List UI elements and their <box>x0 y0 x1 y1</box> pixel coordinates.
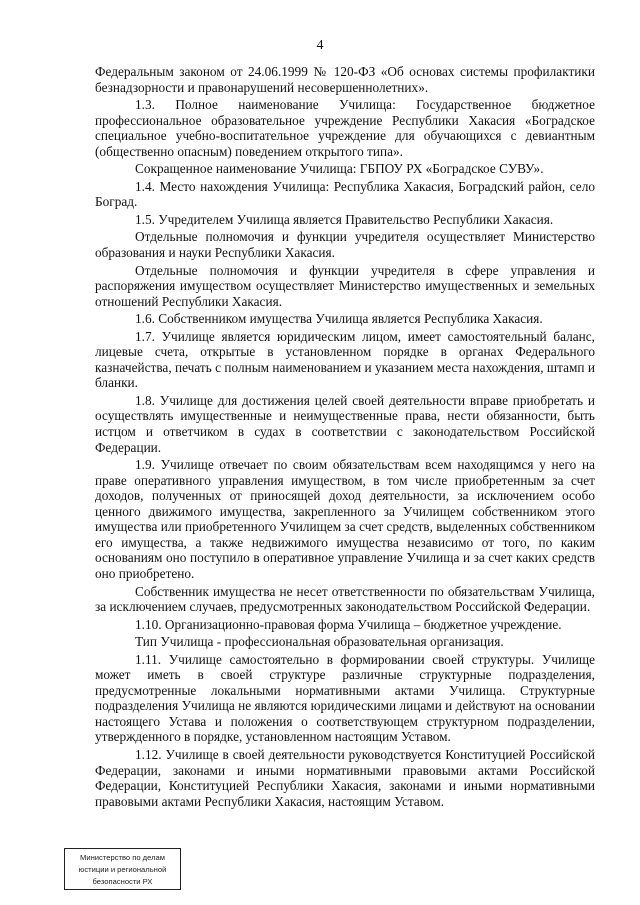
paragraph-1-7-legal-entity: 1.7. Училище является юридическим лицом, имеет самостоятельный баланс, лицевые счета, открытые в установленном порядке в органах Федерального казначейства, печать с полным наименованием и указанием места нахождения, штамп и бланки. <box>95 328 595 391</box>
paragraph-law-continuation: Федеральным законом от 24.06.1999 № 120-ФЗ «Об основах системы профилактики безнадзорности и правонарушений несовершеннолетних». <box>95 64 595 95</box>
paragraph-1-12-guidance: 1.12. Училище в своей деятельности руководствуется Конституцией Российской Федерации, законами и иными нормативными правовыми актами Российской Федерации, Конституцией Республики Хакасия, законами и иными нормативными правовыми актами Республики Хакасия, настоящим Уставом. <box>95 746 595 809</box>
paragraph-founder-functions-education: Отдельные полномочия и функции учредителя осуществляет Министерство образования и науки Республики Хакасия. <box>95 229 595 261</box>
paragraph-1-9-liability: 1.9. Училище отвечает по своим обязательствам всем находящимся у него на праве оперативного управления имуществом, в том числе приобретенным за счет доходов, полученных от приносящей доход деятельности, за исключением особо ценного движимого имущества, закрепленного за Училищем собственником этого имущества или приобретенного Училищем за счет средств, выделенных собственником его имущества, а также недвижимого имущества независимо от того, по каким основаниям оно поступило в оперативное управление Училища и за счет каких средств оно приобретено. <box>95 457 595 581</box>
page-number: 4 <box>316 38 324 53</box>
paragraph-1-4-location: 1.4. Место нахождения Училища: Республика Хакасия, Боградский район, село Боград. <box>95 178 595 210</box>
paragraph-1-8-rights: 1.8. Училище для достижения целей своей деятельности вправе приобретать и осуществлять имущественные и неимущественные права, нести обязанности, быть истцом и ответчиком в судах в соответствии с законодательством Российской Федерации. <box>95 392 595 455</box>
paragraph-short-name: Сокращенное наименование Училища: ГБПОУ РХ «Боградское СУВУ». <box>135 161 544 177</box>
paragraph-1-10-legal-form: 1.10. Организационно-правовая форма Училища – бюджетное учреждение. <box>135 616 562 632</box>
paragraph-owner-liability: Собственник имущества не несет ответственности по обязательствам Училища, за исключением случаев, предусмотренных законодательством Российской Федерации. <box>95 583 595 615</box>
stamp-line: Министерство по делам <box>80 853 165 862</box>
paragraph-1-11-structure: 1.11. Училище самостоятельно в формировании своей структуры. Училище может иметь в своей структуре различные структурные подразделения, предусмотренные локальными нормативными актами Училища. Структурные подразделения Училища не являются юридическими лицами и действуют на основании настоящего Устава и положения о соответствующем структурном подразделении, утвержденного в порядке, установленном настоящим Уставом. <box>95 651 595 745</box>
ministry-stamp <box>64 848 181 890</box>
stamp-line: безопасности РХ <box>92 877 153 886</box>
stamp-line: юстиции и региональной <box>78 865 167 874</box>
paragraph-1-5-founder: 1.5. Учредителем Училища является Правительство Республики Хакасия. <box>135 211 554 227</box>
paragraph-type: Тип Училища - профессиональная образовательная организация. <box>135 634 504 650</box>
paragraph-founder-functions-property: Отдельные полномочия и функции учредителя в сфере управления и распоряжения имуществом осуществляет Министерство имущественных и земельных отношений Республики Хакасия. <box>95 262 595 309</box>
paragraph-1-6-owner: 1.6. Собственником имущества Училища является Республика Хакасия. <box>135 311 543 327</box>
document-body <box>95 64 595 811</box>
paragraph-1-3-full-name: 1.3. Полное наименование Училища: Государственное бюджетное профессиональное образовательное учреждение Республики Хакасия «Боградское специальное учебно-воспитательное учреждение для обучающихся с девиантным (общественно опасным) поведением открытого типа». <box>95 97 595 159</box>
